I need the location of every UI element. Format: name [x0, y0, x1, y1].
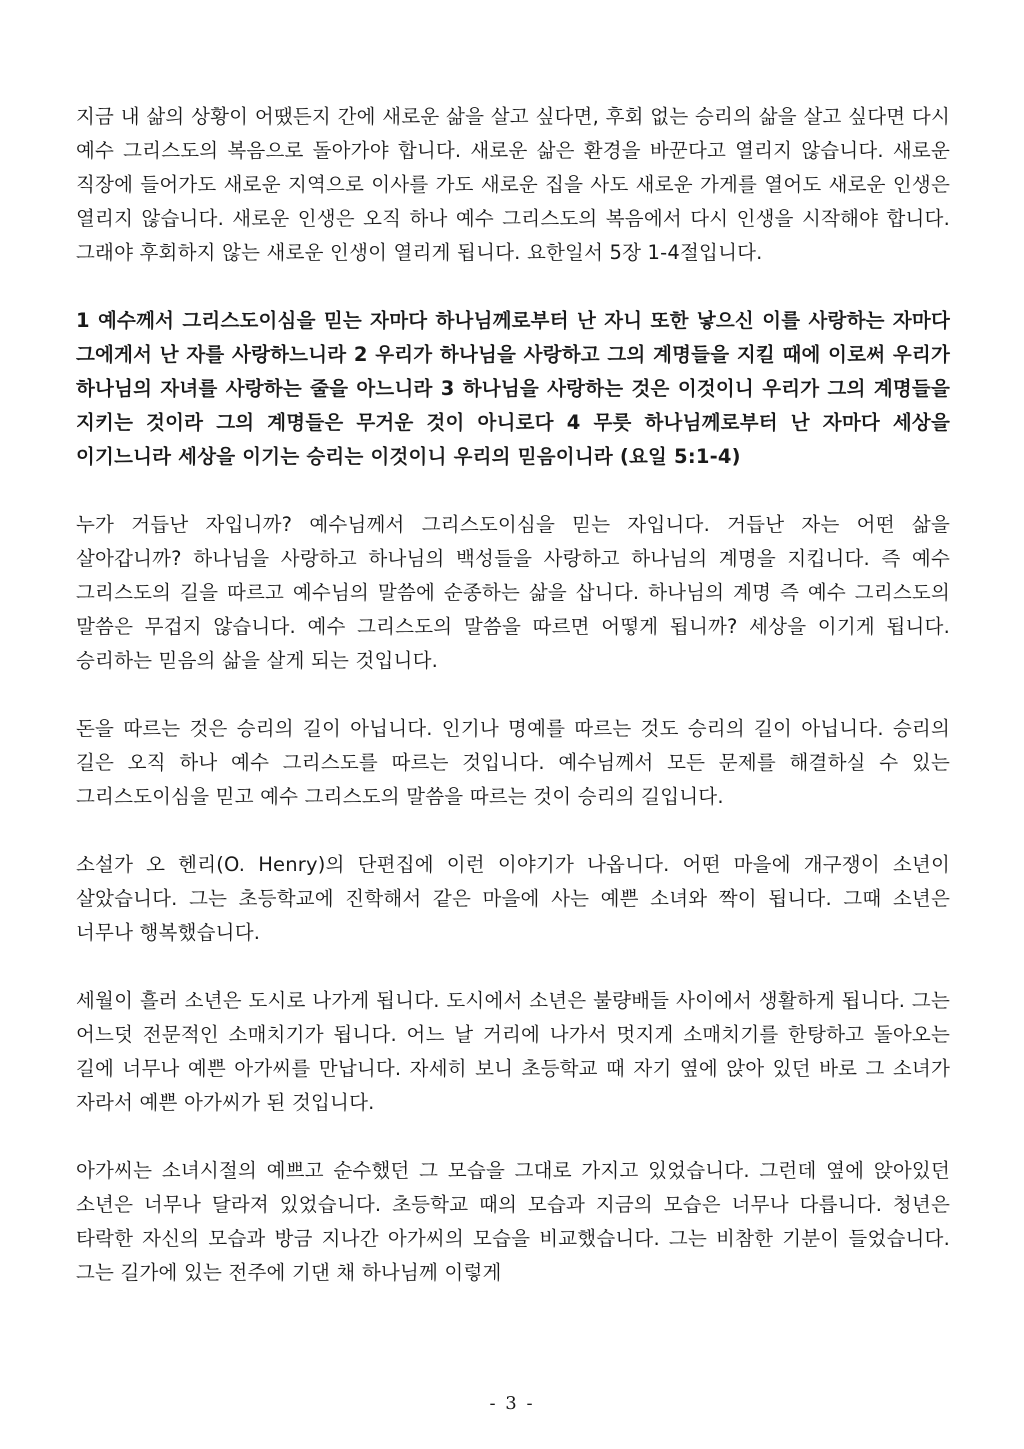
paragraph-intro: 지금 내 삶의 상황이 어땠든지 간에 새로운 삶을 살고 싶다면, 후회 없는 승리의 삶을 살고 싶다면 다시 예수 그리스도의 복음으로 돌아가야 합니다. 새로운 삶은 환경을 바꾼다고 열리지 않습니다. 새로운 직장에 들어가도 새로운 지역으로 이사를 가도 새로운 집을 사도 새로운 가게를 열어도 새로운 인생은 열리지 않습니다. 새로운 인생은 오직 하나 예수 그리스도의 복음에서 다시 인생을 시작해야 합니다. 그래야 후회하지 않는 새로운 인생이 열리게 됩니다. 요한일서 5장 1-4절입니다.: [76, 105, 950, 264]
paragraph-pickpocket: 세월이 흘러 소년은 도시로 나가게 됩니다. 도시에서 소년은 불량배들 사이에서 생활하게 됩니다. 그는 어느덧 전문적인 소매치기가 됩니다. 어느 날 거리에 나가서 멋지게 소매치기를 한탕하고 돌아오는 길에 너무나 예쁜 아가씨를 만납니다. 자세히 보니 초등학교 때 자기 옆에 앉아 있던 바로 그 소녀가 자라서 예쁜 아가씨가 된 것입니다.: [76, 989, 950, 1114]
page-number: - 3 -: [489, 1393, 535, 1414]
paragraph-scripture-quote: 1 예수께서 그리스도이심을 믿는 자마다 하나님께로부터 난 자니 또한 낳으신 이를 사랑하는 자마다 그에게서 난 자를 사랑하느니라 2 우리가 하나님을 사랑하고 그의 계명들을 지킬 때에 이로써 우리가 하나님의 자녀를 사랑하는 줄을 아느니라 3 하나님을 사랑하는 것은 이것이니 우리가 그의 계명들을 지키는 것이라 그의 계명들은 무거운 것이 아니로다 4 무릇 하나님께로부터 난 자마다 세상을 이기느니라 세상을 이기는 승리는 이것이니 우리의 믿음이니라 (요일 5:1-4): [76, 309, 950, 468]
document-body: [76, 100, 950, 1324]
paragraph-comparison: 아가씨는 소녀시절의 예쁘고 순수했던 그 모습을 그대로 가지고 있었습니다. 그런데 옆에 앉아있던 소년은 너무나 달라져 있었습니다. 초등학교 때의 모습과 지금의 모습은 너무나 다릅니다. 청년은 타락한 자신의 모습과 방금 지나간 아가씨의 모습을 비교했습니다. 그는 비참한 기분이 들었습니다. 그는 길가에 있는 전주에 기댄 채 하나님께 이렇게: [76, 1159, 950, 1284]
paragraph-path-of-victory: 돈을 따르는 것은 승리의 길이 아닙니다. 인기나 명예를 따르는 것도 승리의 길이 아닙니다. 승리의 길은 오직 하나 예수 그리스도를 따르는 것입니다. 예수님께서 모든 문제를 해결하실 수 있는 그리스도이심을 믿고 예수 그리스도의 말씀을 따르는 것이 승리의 길입니다.: [76, 717, 950, 808]
paragraph-born-again: 누가 거듭난 자입니까? 예수님께서 그리스도이심을 믿는 자입니다. 거듭난 자는 어떤 삶을 살아갑니까? 하나님을 사랑하고 하나님의 백성들을 사랑하고 하나님의 계명을 지킵니다. 즉 예수 그리스도의 길을 따르고 예수님의 말씀에 순종하는 삶을 삽니다. 하나님의 계명 즉 예수 그리스도의 말씀은 무겁지 않습니다. 예수 그리스도의 말씀을 따르면 어떻게 됩니까? 세상을 이기게 됩니다. 승리하는 믿음의 삶을 살게 되는 것입니다.: [76, 513, 950, 672]
paragraph-o-henry-story: 소설가 오 헨리(O. Henry)의 단편집에 이런 이야기가 나옵니다. 어떤 마을에 개구쟁이 소년이 살았습니다. 그는 초등학교에 진학해서 같은 마을에 사는 예쁜 소녀와 짝이 됩니다. 그때 소년은 너무나 행복했습니다.: [76, 853, 950, 944]
